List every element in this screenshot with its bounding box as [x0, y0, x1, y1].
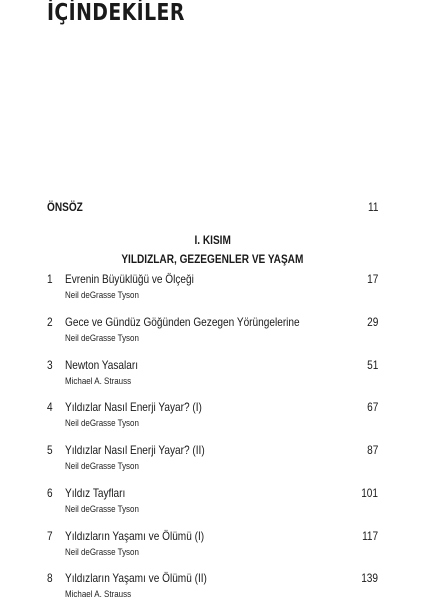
page-title: İÇİNDEKİLER	[47, 0, 185, 26]
chapter-page-number: 67	[366, 400, 378, 414]
toc-entry	[47, 443, 378, 477]
preface-label: ÖNSÖZ	[47, 200, 83, 214]
chapter-number: 1	[47, 272, 53, 286]
chapter-number: 3	[47, 358, 53, 372]
chapter-title: Yıldız Tayfları	[65, 486, 126, 500]
chapter-title: Yıldızların Yaşamı ve Ölümü (I)	[65, 529, 205, 543]
chapter-author: Neil deGrasse Tyson	[65, 504, 139, 515]
chapter-author: Michael A. Strauss	[65, 376, 132, 387]
chapter-page-number: 101	[361, 486, 378, 500]
chapter-number: 8	[47, 571, 53, 585]
chapter-page-number: 51	[366, 358, 378, 372]
chapter-title: Yıldızların Yaşamı ve Ölümü (II)	[65, 571, 207, 585]
chapter-author: Neil deGrasse Tyson	[65, 333, 139, 344]
chapter-number: 4	[47, 400, 53, 414]
chapter-author: Michael A. Strauss	[65, 589, 132, 600]
part-number-heading	[47, 233, 378, 247]
chapter-title: Gece ve Gündüz Göğünden Gezegen Yörüngelerine	[65, 315, 300, 329]
chapter-title: Evrenin Büyüklüğü ve Ölçeği	[65, 272, 194, 286]
chapter-author: Neil deGrasse Tyson	[65, 418, 139, 429]
chapter-page-number: 17	[366, 272, 378, 286]
chapter-author: Neil deGrasse Tyson	[65, 461, 139, 472]
chapter-page-number: 117	[361, 529, 378, 543]
chapter-author: Neil deGrasse Tyson	[65, 547, 139, 558]
chapter-page-number: 87	[366, 443, 378, 457]
part-title-text: YILDIZLAR, GEZEGENLER VE YAŞAM	[121, 252, 304, 266]
chapter-number: 6	[47, 486, 53, 500]
part-title-heading	[47, 252, 378, 266]
chapter-title: Yıldızlar Nasıl Enerji Yayar? (I)	[65, 400, 202, 414]
preface-page-number: 11	[367, 200, 378, 214]
chapter-page-number: 139	[361, 571, 378, 585]
chapter-number: 7	[47, 529, 53, 543]
toc-entry	[47, 486, 378, 520]
chapter-author: Neil deGrasse Tyson	[65, 290, 139, 301]
part-number-text: I. KISIM	[194, 233, 231, 247]
chapter-title: Newton Yasaları	[65, 358, 139, 372]
toc-entry	[47, 529, 378, 563]
chapter-title: Yıldızlar Nasıl Enerji Yayar? (II)	[65, 443, 205, 457]
toc-entry	[47, 400, 378, 434]
toc-entry	[47, 315, 378, 349]
toc-entry	[47, 272, 378, 306]
chapter-number: 5	[47, 443, 53, 457]
toc-entry	[47, 358, 378, 392]
chapter-number: 2	[47, 315, 53, 329]
preface-row	[47, 200, 378, 216]
chapter-page-number: 29	[366, 315, 378, 329]
